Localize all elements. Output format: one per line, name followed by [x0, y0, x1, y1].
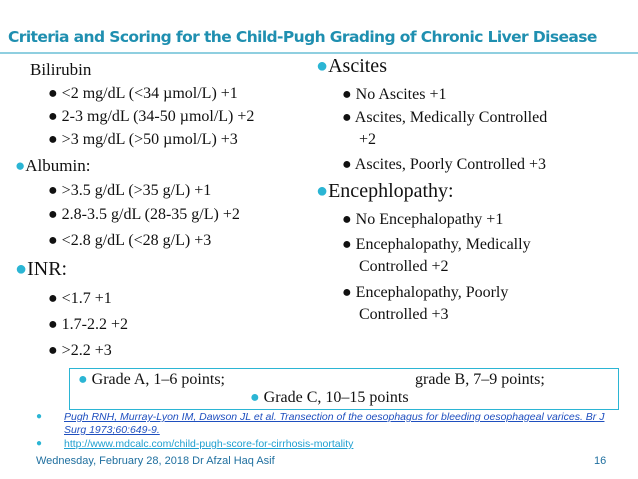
bullet-icon: ● — [342, 156, 352, 173]
ascites-item-2-cont: +2 — [359, 131, 377, 148]
bullet-icon: ● — [78, 371, 88, 388]
inr-heading-row — [15, 258, 67, 281]
bullet-icon: ● — [342, 236, 352, 253]
enceph-item-2-cont: Controlled +2 — [359, 258, 449, 275]
inr-item-1: <1.7 +1 — [61, 290, 112, 307]
grade-c-text: Grade C, 10–15 points — [263, 389, 409, 406]
grade-a-row — [78, 371, 225, 389]
page-title: Criteria and Scoring for the Child-Pugh Grading of Chronic Liver Disease — [8, 28, 597, 46]
ascites-item-1: No Ascites +1 — [355, 86, 447, 103]
list-item — [48, 182, 211, 200]
bullet-icon: ● — [15, 258, 28, 280]
list-item — [48, 131, 238, 149]
grade-a-text: Grade A, 1–6 points; — [91, 371, 225, 388]
enceph-heading: Encephlopathy: — [328, 180, 454, 202]
bullet-icon: ● — [48, 85, 58, 102]
list-item — [342, 86, 446, 104]
grade-box — [69, 368, 619, 410]
list-item — [48, 342, 112, 360]
bullet-icon: ● — [342, 86, 352, 103]
enceph-item-1: No Encephalopathy +1 — [355, 211, 504, 228]
list-item — [342, 284, 508, 302]
albumin-item-2: 2.8-3.5 g/dL (28-35 g/L) +2 — [61, 206, 240, 223]
albumin-item-3: <2.8 g/dL (<28 g/L) +3 — [61, 232, 212, 249]
reference-1-line-2[interactable]: Surg 1973;60:649-9. — [64, 424, 160, 436]
list-item — [342, 109, 547, 127]
enceph-item-2: Encephalopathy, Medically — [355, 236, 531, 253]
list-item — [48, 85, 238, 103]
bilirubin-item-2: 2-3 mg/dL (34-50 µmol/L) +2 — [61, 108, 255, 125]
bullet-icon: ● — [250, 389, 260, 406]
footer-date-author: Wednesday, February 28, 2018 Dr Afzal Haq Asif — [36, 455, 275, 467]
bullet-icon: ● — [36, 438, 43, 449]
list-item — [342, 156, 546, 174]
reference-2-link[interactable]: http://www.mdcalc.com/child-pugh-score-for-cirrhosis-mortality — [64, 438, 354, 450]
bullet-icon: ● — [48, 206, 58, 223]
inr-heading: INR: — [27, 258, 68, 280]
bullet-icon: ● — [48, 108, 58, 125]
bullet-icon: ● — [48, 290, 58, 307]
title-divider — [0, 52, 638, 54]
bullet-icon: ● — [36, 411, 43, 422]
enceph-item-3: Encephalopathy, Poorly — [355, 284, 509, 301]
albumin-heading: Albumin: — [25, 156, 91, 175]
list-item — [48, 108, 254, 126]
reference-1-line-1[interactable]: Pugh RNH, Murray-Lyon IM, Dawson JL et al. Transection of the oesophagus for bleeding oesophageal varices. Br J — [64, 411, 605, 423]
bullet-icon: ● — [316, 55, 329, 77]
bullet-icon: ● — [48, 342, 58, 359]
ascites-item-2: Ascites, Medically Controlled — [354, 109, 548, 126]
bullet-icon: ● — [15, 156, 26, 175]
enceph-heading-row — [316, 180, 454, 203]
bullet-icon: ● — [48, 131, 58, 148]
albumin-heading-row — [15, 156, 90, 176]
enceph-item-3-cont: Controlled +3 — [359, 306, 449, 323]
bilirubin-item-1: <2 mg/dL (<34 µmol/L) +1 — [61, 85, 238, 102]
list-item — [48, 290, 112, 308]
list-item — [342, 211, 503, 229]
ref-bullet-2 — [36, 438, 42, 449]
ascites-heading: Ascites — [328, 55, 387, 77]
ref-bullet-1 — [36, 411, 42, 422]
ascites-heading-row — [316, 55, 387, 78]
grade-b-text: grade B, 7–9 points; — [415, 371, 545, 388]
list-item — [342, 236, 531, 254]
bilirubin-heading: Bilirubin — [30, 60, 92, 79]
inr-item-2: 1.7-2.2 +2 — [61, 316, 129, 333]
list-item — [48, 232, 211, 250]
bullet-icon: ● — [48, 182, 58, 199]
footer-page-number: 16 — [594, 455, 607, 467]
albumin-item-1: >3.5 g/dL (>35 g/L) +1 — [61, 182, 212, 199]
bullet-icon: ● — [48, 232, 58, 249]
bullet-icon: ● — [342, 211, 352, 228]
inr-item-3: >2.2 +3 — [61, 342, 112, 359]
list-item — [48, 206, 240, 224]
bullet-icon: ● — [316, 180, 329, 202]
bullet-icon: ● — [48, 316, 58, 333]
list-item — [48, 316, 128, 334]
bullet-icon: ● — [342, 284, 352, 301]
ascites-item-3: Ascites, Poorly Controlled +3 — [354, 156, 547, 173]
grade-c-row — [250, 389, 409, 407]
bilirubin-item-3: >3 mg/dL (>50 µmol/L) +3 — [61, 131, 238, 148]
bullet-icon: ● — [342, 109, 352, 126]
